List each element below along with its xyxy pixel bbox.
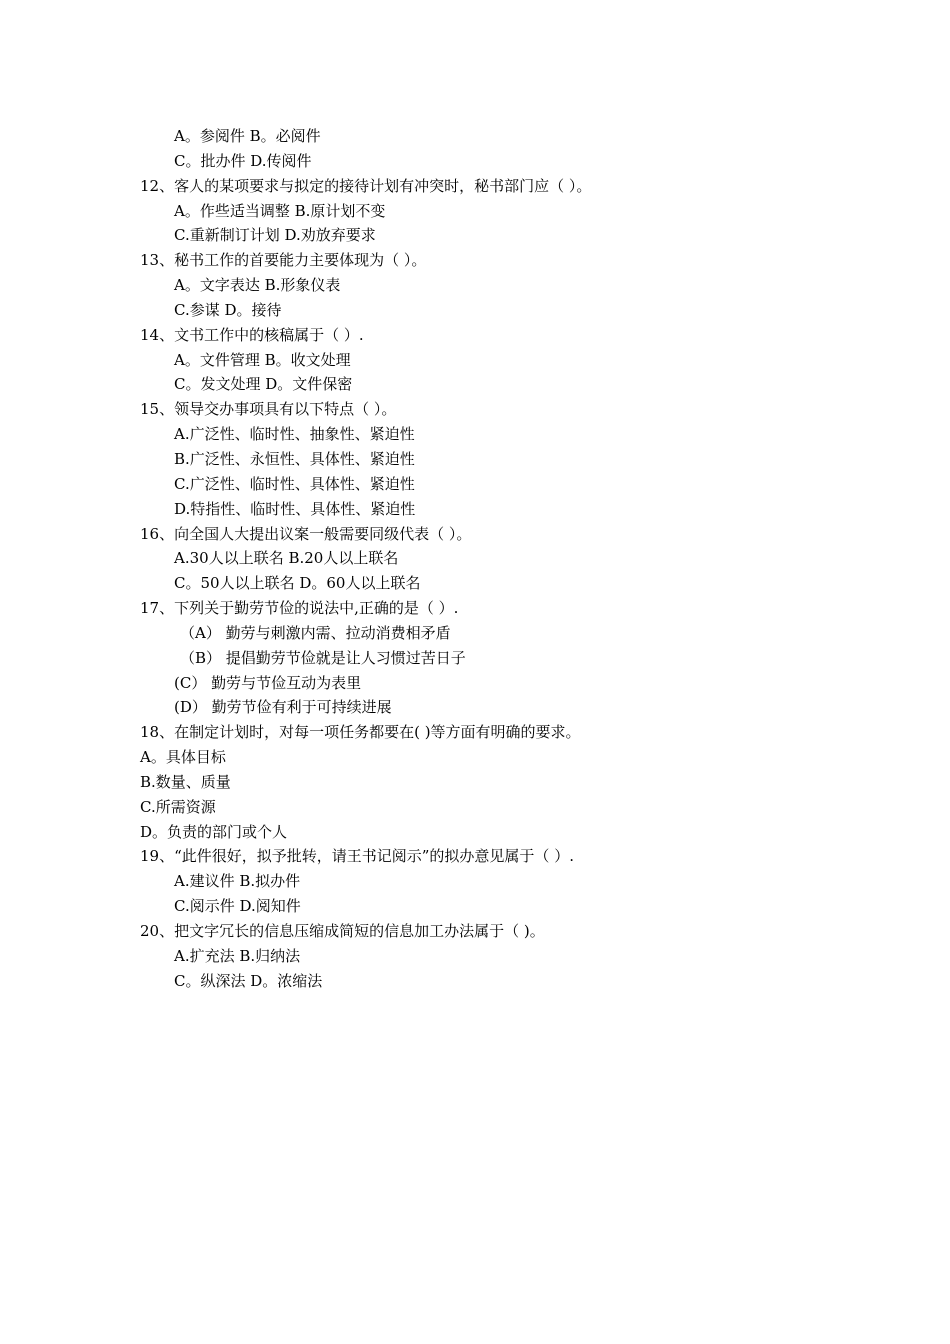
question-line: 17、下列关于勤劳节俭的说法中,正确的是（ ）. bbox=[140, 599, 459, 618]
question-line: 18、在制定计划时，对每一项任务都要在( )等方面有明确的要求。 bbox=[140, 723, 581, 742]
question-line: 20、把文字冗长的信息压缩成简短的信息加工办法属于（ )。 bbox=[140, 922, 545, 940]
option-line: A。参阅件 B。必阅件 bbox=[174, 127, 321, 145]
document-page bbox=[0, 124, 950, 994]
option-line: B.广泛性、永恒性、具体性、紧迫性 bbox=[174, 449, 415, 468]
option-line: C.重新制订计划 D.劝放弃要求 bbox=[174, 226, 376, 245]
option-line: （B） 提倡勤劳节俭就是让人习惯过苦日子 bbox=[180, 648, 466, 667]
option-line: C。发文处理 D。文件保密 bbox=[174, 375, 353, 394]
option-line: A.广泛性、临时性、抽象性、紧迫性 bbox=[174, 425, 415, 444]
option-line: (D） 勤劳节俭有利于可持续进展 bbox=[174, 698, 392, 717]
question-line: 14、文书工作中的核稿属于（ ）. bbox=[140, 325, 364, 344]
option-line: A。文字表达 B.形象仪表 bbox=[174, 276, 341, 295]
question-line: 15、领导交办事项具有以下特点（ ）。 bbox=[140, 400, 397, 419]
option-line: (C） 勤劳与节俭互动为表里 bbox=[174, 673, 362, 692]
option-line: B.数量、质量 bbox=[140, 772, 231, 791]
option-line: A。作些适当调整 B.原计划不变 bbox=[174, 201, 386, 220]
option-line: C.广泛性、临时性、具体性、紧迫性 bbox=[174, 474, 415, 493]
option-line: C。纵深法 D。浓缩法 bbox=[174, 971, 323, 990]
question-line: 16、向全国人大提出议案一般需要同级代表（ ）。 bbox=[140, 524, 472, 543]
question-line: 13、秘书工作的首要能力主要体现为（ ）。 bbox=[140, 251, 427, 270]
option-line: A.扩充法 B.归纳法 bbox=[174, 946, 301, 965]
option-line: D。负责的部门或个人 bbox=[140, 822, 288, 841]
option-line: C.阅示件 D.阅知件 bbox=[174, 897, 301, 916]
option-line: C.所需资源 bbox=[140, 797, 216, 816]
option-line: A。文件管理 B。收文处理 bbox=[174, 350, 351, 369]
option-line: C.参谋 D。接待 bbox=[174, 300, 282, 319]
option-line: A.30人以上联名 B.20人以上联名 bbox=[174, 549, 399, 568]
option-line: C。50人以上联名 D。60人以上联名 bbox=[174, 574, 421, 593]
option-line: A.建议件 B.拟办件 bbox=[174, 872, 301, 891]
option-line: （A） 勤劳与刺激内需、拉动消费相矛盾 bbox=[180, 623, 451, 642]
question-line: 12、客人的某项要求与拟定的接待计划有冲突时，秘书部门应（ ）。 bbox=[140, 176, 592, 195]
question-line: 19、“此件很好，拟予批转，请王书记阅示”的拟办意见属于（ ）. bbox=[140, 847, 574, 866]
option-line: C。批办件 D.传阅件 bbox=[174, 151, 312, 170]
option-line: A。具体目标 bbox=[140, 748, 226, 767]
option-line: D.特指性、临时性、具体性、紧迫性 bbox=[174, 499, 416, 518]
